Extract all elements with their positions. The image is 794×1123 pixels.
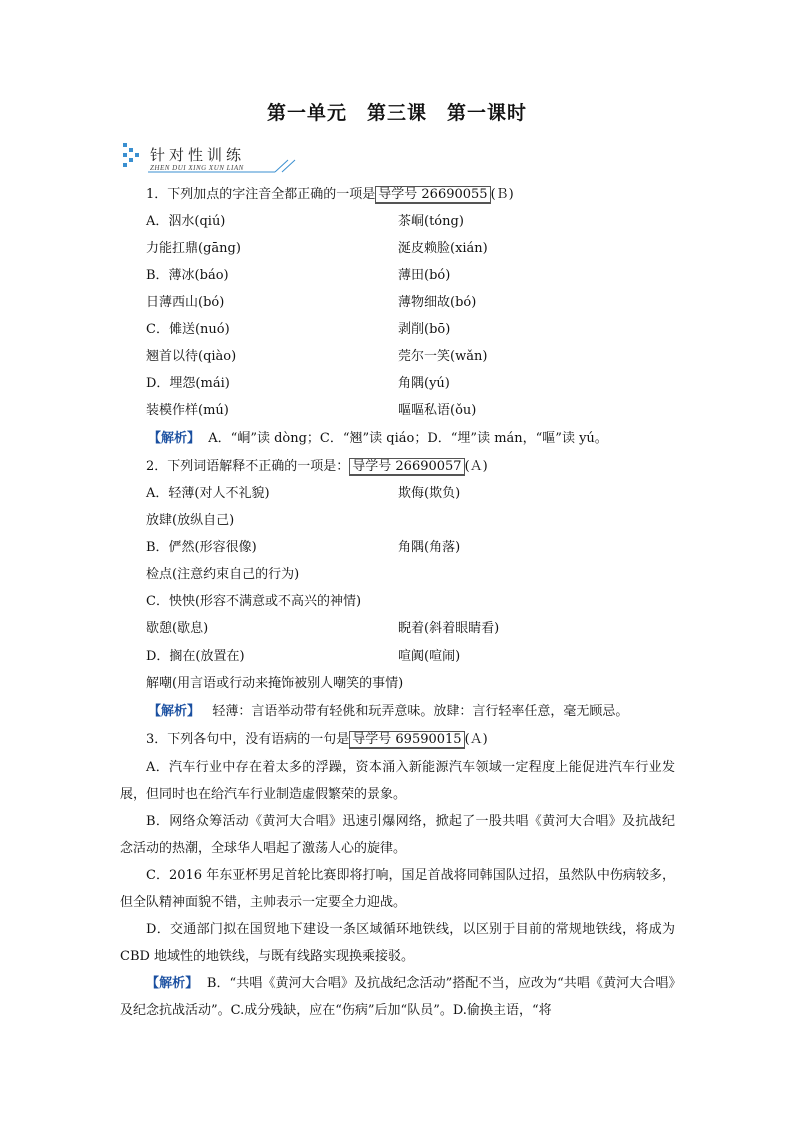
- section-title: 针对性训练: [150, 146, 246, 164]
- q3-stem-line: [146, 731, 488, 749]
- q2-option: 角隅(角落): [398, 540, 461, 555]
- q1-stem: 1．下列加点的字注音全都正确的一项是: [146, 187, 376, 202]
- q1-option: D．埋怨(mái): [146, 376, 230, 391]
- q1-option: 薄田(bó): [398, 268, 451, 283]
- analysis-text: A．“峒”读 dòng；C．“翘”读 qiáo；D．“埋”读 mán，“嘔”读 yú。: [208, 431, 608, 446]
- q1-option: 装模作样(mú): [146, 403, 229, 418]
- q3-answer: (Ａ): [464, 732, 488, 747]
- q2-stem-line: [146, 458, 488, 476]
- q2-option: A．轻薄(对人不礼貌): [146, 486, 270, 501]
- analysis-text: 轻薄：言语举动带有轻佻和玩弄意味。放肆：言行轻率任意，毫无顾忌。: [212, 704, 629, 719]
- q3-stem: 3．下列各句中，没有语病的一句是: [146, 732, 350, 747]
- q3-option: B．网络众筹活动《黄河大合唱》迅速引爆网络，掀起了一股共唱《黄河大合唱》及抗战纪念活动的热潮，全球华人唱起了激荡人心的旋律。: [120, 814, 675, 856]
- q1-option: 嘔嘔私语(ǒu): [398, 403, 477, 418]
- q3-guide-number[interactable]: 导学号 69590015: [349, 731, 464, 749]
- q1-option: 翘首以待(qiào): [146, 349, 237, 364]
- q1-option: 力能扛鼎(gāng): [146, 241, 241, 256]
- q1-guide-number[interactable]: 导学号 26690055: [375, 186, 490, 204]
- q2-option: B．俨然(形容很像): [146, 540, 257, 555]
- q2-option: D．搁在(放置在): [146, 649, 245, 664]
- q2-stem: 2．下列词语解释不正确的一项是：: [146, 459, 350, 474]
- analysis-text: B．“共唱《黄河大合唱》及抗战纪念活动”搭配不当，应改为“共唱《黄河大合唱》及纪念抗战活动”。C.成分残缺，应在“伤病”后加“队员”。D.偷换主语，“将: [120, 976, 676, 1018]
- q1-option: C．傩送(nuó): [146, 322, 230, 337]
- q1-answer: (Ｂ): [490, 187, 514, 202]
- q2-option: 检点(注意约束自己的行为): [146, 567, 300, 582]
- q2-analysis: [148, 703, 628, 721]
- q1-option: 角隅(yú): [398, 376, 450, 391]
- section-header: [120, 140, 310, 176]
- analysis-label: 【解析】: [146, 976, 199, 991]
- page-title: 第一单元 第三课 第一课时: [266, 102, 527, 124]
- q2-option: C．怏怏(形容不满意或不高兴的神情): [146, 594, 362, 609]
- analysis-label: 【解析】: [148, 431, 201, 446]
- q1-option: A．泅水(qiú): [146, 214, 226, 229]
- q2-answer: (Ａ): [464, 459, 488, 474]
- q2-option: 睨着(斜着眼睛看): [398, 621, 500, 636]
- q3-option: C．2016 年东亚杯男足首轮比赛即将打响，国足首战将同韩国队过招，虽然队中伤病较多，但全队精神面貌不错，主帅表示一定要全力迎战。: [120, 868, 675, 910]
- q2-option: 喧阗(喧闹): [398, 649, 461, 664]
- q1-stem-line: [146, 186, 514, 204]
- q1-option: 日薄西山(bó): [146, 295, 225, 310]
- q3-option: D．交通部门拟在国贸地下建设一条区域循环地铁线，以区别于目前的常规地铁线，将成为 CBD 地域性的地铁线，与既有线路实现换乘接驳。: [120, 922, 675, 964]
- q2-guide-number[interactable]: 导学号 26690057: [349, 458, 464, 476]
- q1-option: 茶峒(tóng): [398, 214, 464, 229]
- q1-option: 莞尔一笑(wǎn): [398, 349, 488, 364]
- q1-option: 涎皮赖脸(xián): [398, 241, 488, 256]
- q3-option: A．汽车行业中存在着太多的浮躁，资本涌入新能源汽车领域一定程度上能促进汽车行业发展，但同时也在给汽车行业制造虚假繁荣的景象。: [120, 760, 675, 802]
- q3-analysis: [120, 970, 675, 1024]
- section-subtitle: ZHEN DUI XING XUN LIAN: [150, 164, 244, 172]
- q2-option: 欺侮(欺负): [398, 486, 461, 501]
- q2-option: 歇憩(歇息): [146, 621, 209, 636]
- q1-option: 剥削(bō): [398, 322, 451, 337]
- q1-option: 薄物细故(bó): [398, 295, 477, 310]
- q1-analysis: [148, 430, 608, 448]
- q2-option: 解嘲(用言语或行动来掩饰被别人嘲笑的事情): [146, 676, 404, 691]
- q2-option: 放肆(放纵自己): [146, 513, 235, 528]
- q1-option: B．薄冰(báo): [146, 268, 229, 283]
- analysis-label: 【解析】: [148, 704, 201, 719]
